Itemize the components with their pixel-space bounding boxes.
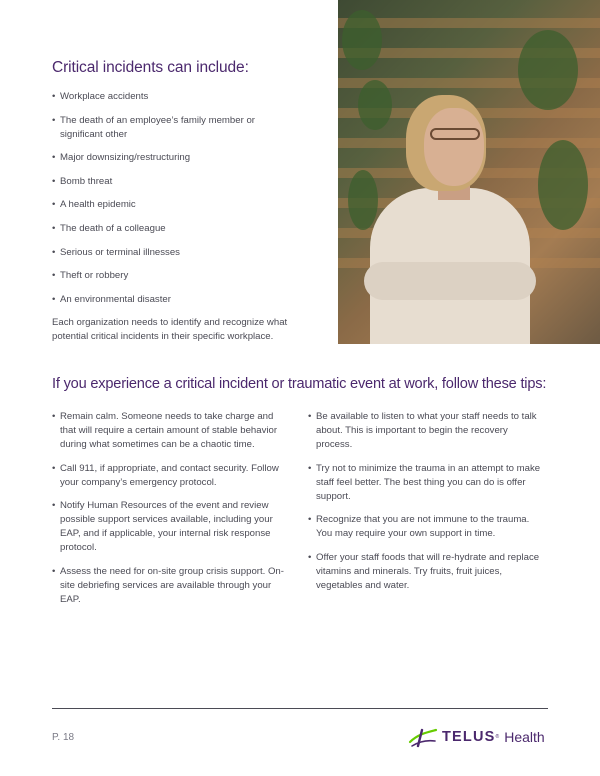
section-heading-incidents: Critical incidents can include: <box>52 59 249 76</box>
list-item: • Notify Human Resources of the event and review possible support services available, including your EAP, and if applicable, your internal risk response protocol. <box>52 499 287 555</box>
list-item: • Remain calm. Someone needs to take charge and that will require a certain amount of stable behavior during what sometimes can be a chaotic time. <box>52 410 287 452</box>
list-item: • The death of an employee’s family member or significant other <box>52 114 260 142</box>
list-item: • Offer your staff foods that will re-hydrate and replace vitamins and minerals. Try fruits, fruit juices, vegetables and water. <box>308 551 543 593</box>
list-item: • Workplace accidents <box>52 90 282 104</box>
section-heading-tips: If you experience a critical incident or traumatic event at work, follow these tips: <box>52 376 547 392</box>
tips-list-left <box>52 410 287 616</box>
brand-name: TELUS <box>442 729 496 745</box>
telus-logo-mark-icon <box>408 726 438 748</box>
telus-health-logo: TELUS ® Health <box>408 726 545 748</box>
list-item: • An environmental disaster <box>52 293 282 307</box>
list-item: • Be available to listen to what your staff needs to talk about. This is important to begin the recovery process. <box>308 410 543 452</box>
list-item: • Serious or terminal illnesses <box>52 246 282 260</box>
list-item: • Theft or robbery <box>52 269 282 283</box>
list-item: • Bomb threat <box>52 175 282 189</box>
woman-portrait-photo <box>338 0 600 344</box>
organization-note: Each organization needs to identify and recognize what potential critical incidents in their specific workplace. <box>52 317 288 342</box>
list-item: • The death of a colleague <box>52 222 282 236</box>
tips-list-right <box>308 410 543 602</box>
list-item: • Recognize that you are not immune to the trauma. You may require your own support in time. <box>308 513 543 541</box>
list-item: • Assess the need for on-site group crisis support. On-site debriefing services are available through your EAP. <box>52 565 287 607</box>
incident-list <box>52 90 282 316</box>
footer-divider <box>52 708 548 709</box>
list-item: • Major downsizing/restructuring <box>52 151 282 165</box>
product-name: Health <box>504 729 545 745</box>
page-number: P. 18 <box>52 732 75 743</box>
list-item: • Try not to minimize the trauma in an attempt to make staff feel better. The best thing you can do is offer support. <box>308 462 543 504</box>
list-item: • A health epidemic <box>52 198 282 212</box>
list-item: • Call 911, if appropriate, and contact security. Follow your company’s emergency protocol. <box>52 462 287 490</box>
